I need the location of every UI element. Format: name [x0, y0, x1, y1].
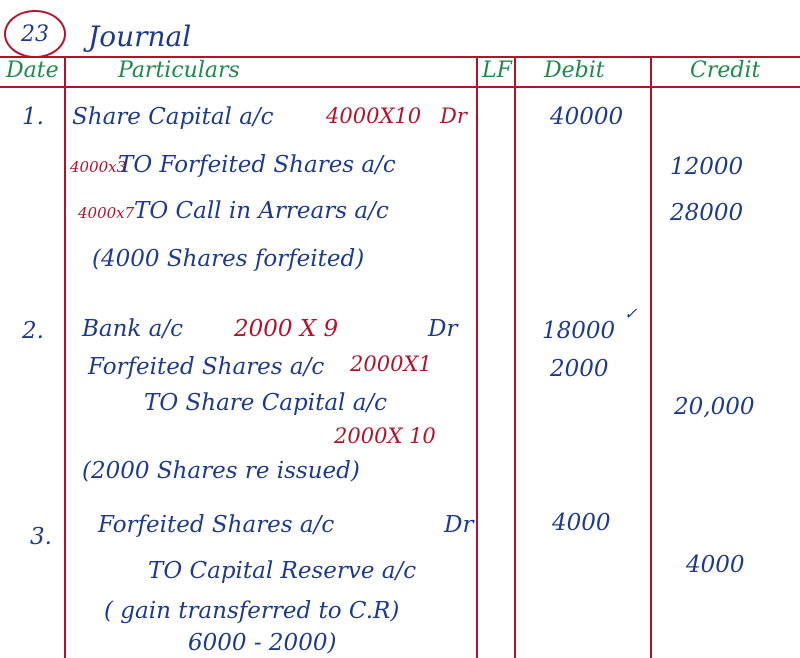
entry-1-credit2-calc: 4000x7: [78, 204, 135, 222]
entry-2-debit-amount: 18000: [542, 318, 616, 344]
entry-2-credit-amount: 20,000: [674, 394, 755, 420]
lf-column-rule: [514, 56, 516, 658]
entry-1-number: 1.: [22, 104, 44, 130]
entry-3-credit-amount: 4000: [686, 552, 745, 578]
entry-2-tick-mark: ✓: [624, 304, 638, 323]
entry-1-credit1-amount: 12000: [670, 154, 744, 180]
entry-1-credit1-account: TO Forfeited Shares a/c: [118, 152, 396, 178]
entry-1-credit1-calc: 4000x3: [70, 158, 127, 176]
question-number: 23: [21, 21, 49, 47]
header-lf: LF: [482, 58, 512, 83]
entry-3-narration-line1: ( gain transferred to C.R): [104, 598, 400, 624]
entry-2-credit-account: TO Share Capital a/c: [144, 390, 388, 416]
header-particulars: Particulars: [118, 58, 240, 83]
question-number-badge: [4, 10, 66, 58]
entry-3-debit-account: Forfeited Shares a/c: [98, 512, 335, 538]
entry-3-credit-account: TO Capital Reserve a/c: [148, 558, 417, 584]
journal-title: Journal: [88, 20, 192, 53]
entry-1-narration: (4000 Shares forfeited): [92, 246, 365, 272]
header-credit: Credit: [690, 58, 761, 83]
header-date: Date: [6, 58, 59, 83]
entry-2-number: 2.: [22, 318, 44, 344]
entry-2-debit2-account: Forfeited Shares a/c: [88, 354, 325, 380]
entry-2-dr: Dr: [428, 316, 458, 342]
entry-2-debit2-calc: 2000X1: [350, 352, 432, 376]
entry-1-credit2-amount: 28000: [670, 200, 744, 226]
header-bottom-rule: [0, 86, 800, 88]
entry-2-credit-calc: 2000X 10: [334, 424, 436, 448]
entry-1-credit2-account: TO Call in Arrears a/c: [134, 198, 389, 224]
header-debit: Debit: [544, 58, 605, 83]
entry-2-debit-calc: 2000 X 9: [234, 316, 339, 342]
entry-3-dr: Dr: [444, 512, 474, 538]
debit-column-rule: [650, 56, 652, 658]
entry-3-narration-line2: 6000 - 2000): [188, 630, 337, 656]
entry-2-debit2-amount: 2000: [550, 356, 609, 382]
entry-1-debit-amount: 40000: [550, 104, 624, 130]
entry-1-dr: Dr: [440, 104, 467, 128]
entry-1-debit-account: Share Capital a/c: [72, 104, 274, 130]
entry-2-narration: (2000 Shares re issued): [82, 458, 360, 484]
entry-2-debit-account: Bank a/c: [82, 316, 184, 342]
entry-3-debit-amount: 4000: [552, 510, 611, 536]
entry-1-debit-calc: 4000X10: [326, 104, 422, 128]
particulars-column-rule: [476, 56, 478, 658]
date-column-rule: [64, 56, 66, 658]
entry-3-number: 3.: [30, 524, 52, 550]
